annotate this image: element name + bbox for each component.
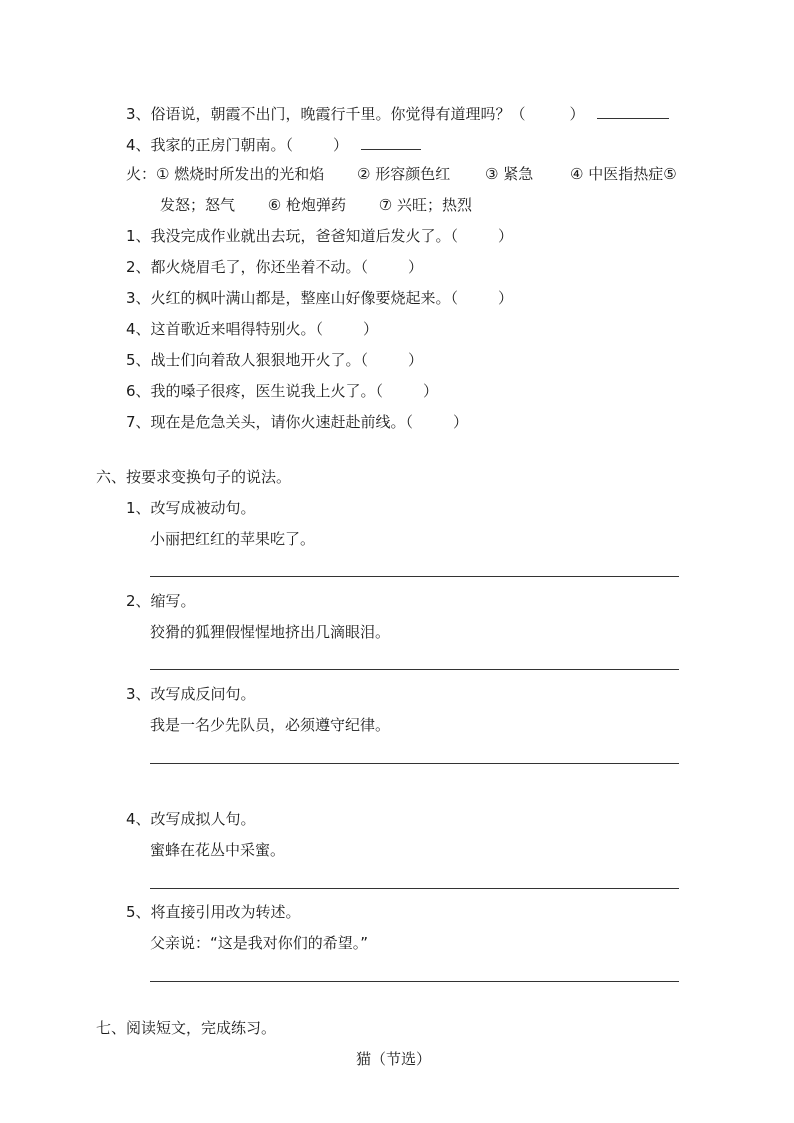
- passage-title: 猫（节选）: [356, 1050, 432, 1068]
- section-7-title: 七、阅读短文，完成练习。: [96, 1019, 277, 1037]
- huo-item-2: [126, 257, 423, 277]
- rewrite-instruction-4: 4、改写成拟人句。: [126, 810, 256, 828]
- definition-head: 火：: [126, 165, 157, 183]
- item-text: 7、现在是危急关头，请你火速赶赴前线。（: [126, 413, 414, 431]
- item-text: 1、我没完成作业就出去玩，爸爸知道后发火了。（: [126, 227, 459, 245]
- question-text: 4、我家的正房门朝南。（: [126, 136, 294, 154]
- definition-2: ② 形容颜色红: [357, 165, 451, 183]
- question-4-door: [126, 133, 421, 155]
- item-text: 3、火红的枫叶满山都是，整座山好像要烧起来。（: [126, 289, 459, 307]
- item-text: 5、战士们向着敌人狠狠地开火了。（: [126, 351, 369, 369]
- bracket-close: ）: [363, 320, 379, 338]
- question-text: 3、俗语说，朝霞不出门，晚霞行千里。你觉得有道理吗？（: [126, 105, 526, 123]
- bracket-close: ）: [498, 227, 514, 245]
- answer-underline[interactable]: [597, 102, 669, 119]
- huo-item-4: [126, 319, 378, 339]
- rewrite-instruction-2: 2、缩写。: [126, 592, 196, 610]
- question-3-proverb: [126, 102, 669, 124]
- bracket-close: ）: [453, 413, 469, 431]
- answer-underline[interactable]: [361, 133, 421, 150]
- huo-item-5: [126, 350, 423, 370]
- huo-definitions-line-2: [160, 195, 472, 215]
- rewrite-sentence-2: 狡猾的狐狸假惺惺地挤出几滴眼泪。: [150, 623, 391, 641]
- answer-line-1[interactable]: [150, 576, 679, 577]
- huo-item-7: [126, 412, 468, 432]
- rewrite-instruction-3: 3、改写成反问句。: [126, 685, 256, 703]
- answer-line-5[interactable]: [150, 981, 679, 982]
- answer-line-4[interactable]: [150, 888, 679, 889]
- rewrite-sentence-1: 小丽把红红的苹果吃了。: [150, 530, 316, 548]
- section-6-title: 六、按要求变换句子的说法。: [96, 468, 292, 486]
- definition-7: ⑦ 兴旺；热烈: [378, 196, 473, 214]
- answer-line-2[interactable]: [150, 669, 679, 670]
- item-text: 6、我的嗓子很疼，医生说我上火了。（: [126, 382, 384, 400]
- rewrite-instruction-5: 5、将直接引用改为转述。: [126, 903, 301, 921]
- definition-5: 发怒；怒气: [160, 196, 236, 214]
- bracket-close: ）: [423, 382, 439, 400]
- bracket-close: ）: [498, 289, 514, 307]
- bracket-close: ）: [408, 258, 424, 276]
- rewrite-instruction-1: 1、改写成被动句。: [126, 499, 256, 517]
- definition-6: ⑥ 枪炮弹药: [267, 196, 347, 214]
- rewrite-sentence-3: 我是一名少先队员，必须遵守纪律。: [150, 716, 391, 734]
- rewrite-sentence-4: 蜜蜂在花丛中采蜜。: [150, 841, 286, 859]
- item-text: 4、这首歌近来唱得特别火。（: [126, 320, 324, 338]
- huo-item-6: [126, 381, 438, 401]
- definition-4: ④ 中医指热症⑤: [570, 165, 677, 183]
- answer-line-3[interactable]: [150, 763, 679, 764]
- huo-item-3: [126, 288, 513, 308]
- huo-definitions-line-1: [126, 164, 677, 184]
- huo-item-1: [126, 226, 513, 246]
- item-text: 2、都火烧眉毛了，你还坐着不动。（: [126, 258, 369, 276]
- bracket-close: ）: [333, 136, 349, 154]
- definition-1: ① 燃烧时所发出的光和焰: [156, 165, 325, 183]
- bracket-close: ）: [569, 105, 585, 123]
- bracket-close: ）: [408, 351, 424, 369]
- rewrite-sentence-5: 父亲说：“这是我对你们的希望。”: [150, 934, 369, 952]
- definition-3: ③ 紧急: [485, 165, 534, 183]
